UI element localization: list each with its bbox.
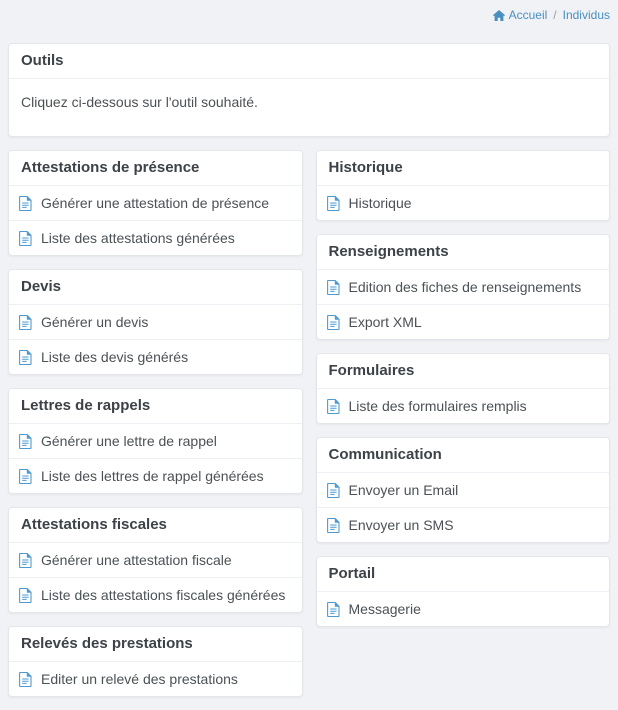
file-text-icon (327, 483, 340, 498)
file-text-icon (19, 434, 32, 449)
tool-link-item[interactable] (9, 662, 302, 696)
tool-list (317, 473, 610, 542)
tool-list (9, 662, 302, 696)
file-text-icon (19, 196, 32, 211)
file-text-icon (327, 399, 340, 414)
tool-link-label[interactable]: Envoyer un Email (348, 482, 459, 498)
tool-card-right-3 (316, 437, 611, 543)
tool-list (317, 389, 610, 423)
tool-card-title: Historique (317, 151, 610, 186)
tool-link-item[interactable] (317, 507, 610, 542)
file-text-icon (19, 588, 32, 603)
tool-link-item[interactable] (317, 270, 610, 304)
tool-card-left-1 (8, 269, 303, 375)
tool-link-label[interactable]: Liste des devis générés (41, 349, 189, 365)
tool-link-item[interactable] (9, 220, 302, 255)
tool-list (317, 592, 610, 626)
tool-card-left-2 (8, 388, 303, 494)
right-column (316, 150, 611, 640)
tool-card-title: Relevés des prestations (9, 627, 302, 662)
tool-link-item[interactable] (9, 186, 302, 220)
tool-link-item[interactable] (317, 186, 610, 220)
tool-list (317, 186, 610, 220)
tool-link-item[interactable] (9, 577, 302, 612)
tool-link-label[interactable]: Messagerie (348, 601, 421, 617)
tool-link-label[interactable]: Liste des formulaires remplis (348, 398, 527, 414)
tool-link-label[interactable]: Liste des attestations fiscales générées (41, 587, 286, 603)
tool-card-right-2 (316, 353, 611, 424)
left-column (8, 150, 303, 710)
file-text-icon (19, 672, 32, 687)
tool-card-right-4 (316, 556, 611, 627)
tool-card-title: Renseignements (317, 235, 610, 270)
tool-link-label[interactable]: Envoyer un SMS (348, 517, 454, 533)
home-icon (493, 10, 505, 21)
file-text-icon (19, 231, 32, 246)
tool-link-label[interactable]: Générer une lettre de rappel (41, 433, 217, 449)
tool-link-item[interactable] (9, 305, 302, 339)
tool-card-left-3 (8, 507, 303, 613)
tool-card-title: Formulaires (317, 354, 610, 389)
outils-card (8, 43, 610, 137)
tool-card-title: Attestations de présence (9, 151, 302, 186)
tool-card-left-0 (8, 150, 303, 256)
tool-card-right-1 (316, 234, 611, 340)
file-text-icon (19, 553, 32, 568)
tool-link-label[interactable]: Editer un relevé des prestations (41, 671, 238, 687)
outils-card-instruction: Cliquez ci-dessous sur l'outil souhaité. (21, 94, 258, 110)
tool-link-label[interactable]: Liste des lettres de rappel générées (41, 468, 264, 484)
tool-list (9, 186, 302, 255)
tool-link-label[interactable]: Générer une attestation fiscale (41, 552, 232, 568)
tool-link-label[interactable]: Export XML (348, 314, 422, 330)
tool-link-label[interactable]: Générer un devis (41, 314, 149, 330)
main-content (0, 22, 618, 710)
tool-list (9, 543, 302, 612)
tool-card-title: Attestations fiscales (9, 508, 302, 543)
breadcrumb (493, 8, 610, 22)
file-text-icon (327, 196, 340, 211)
tool-link-item[interactable] (317, 389, 610, 423)
breadcrumb-home-label: Accueil (508, 8, 548, 22)
file-text-icon (19, 469, 32, 484)
file-text-icon (19, 350, 32, 365)
breadcrumb-current[interactable]: Individus (562, 8, 610, 22)
tool-card-title: Portail (317, 557, 610, 592)
tool-link-item[interactable] (317, 592, 610, 626)
tool-link-label[interactable]: Générer une attestation de présence (41, 195, 270, 211)
tool-link-label[interactable]: Historique (348, 195, 412, 211)
tool-link-label[interactable]: Edition des fiches de renseignements (348, 279, 582, 295)
tool-link-item[interactable] (9, 424, 302, 458)
tool-list (9, 424, 302, 493)
tool-card-title: Devis (9, 270, 302, 305)
tool-card-title: Lettres de rappels (9, 389, 302, 424)
tool-link-item[interactable] (317, 304, 610, 339)
tool-list (9, 305, 302, 374)
outils-card-title: Outils (9, 44, 609, 79)
file-text-icon (327, 518, 340, 533)
tool-card-left-4 (8, 626, 303, 697)
tool-card-right-0 (316, 150, 611, 221)
tool-link-item[interactable] (9, 458, 302, 493)
tool-link-label[interactable]: Liste des attestations générées (41, 230, 235, 246)
tool-link-item[interactable] (9, 339, 302, 374)
breadcrumb-home-link[interactable] (493, 8, 548, 22)
tool-list (317, 270, 610, 339)
tool-columns (8, 150, 610, 710)
breadcrumb-bar (0, 0, 618, 22)
tool-card-title: Communication (317, 438, 610, 473)
tool-link-item[interactable] (9, 543, 302, 577)
file-text-icon (327, 602, 340, 617)
file-text-icon (327, 315, 340, 330)
file-text-icon (19, 315, 32, 330)
tool-link-item[interactable] (317, 473, 610, 507)
breadcrumb-separator: / (553, 8, 557, 22)
file-text-icon (327, 280, 340, 295)
